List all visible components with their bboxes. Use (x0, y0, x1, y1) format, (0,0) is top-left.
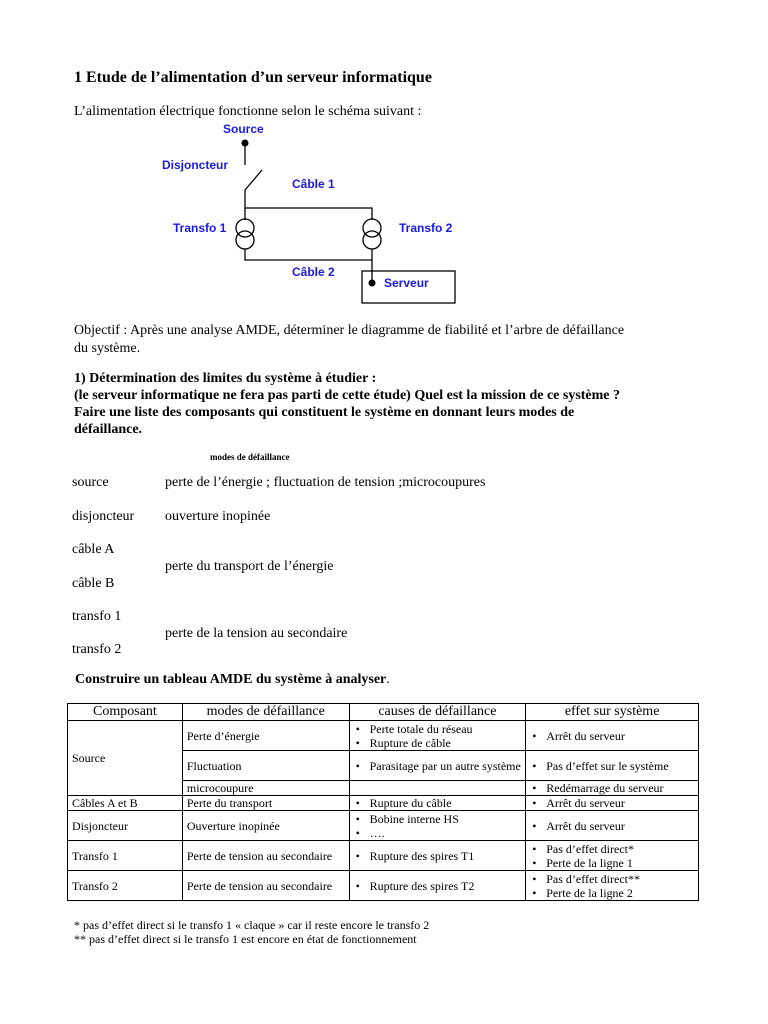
intro-text: L’alimentation électrique fonctionne selon le schéma suivant : (74, 104, 422, 119)
source-mode: perte de l’énergie ; fluctuation de tension ;microcoupures (165, 475, 486, 490)
cell-mode: Ouverture inopinée (182, 811, 349, 841)
cell-mode: microcoupure (182, 781, 349, 796)
cable-1-label: Câble 1 (292, 177, 335, 191)
component-transfo-2: transfo 2 (72, 642, 122, 657)
table-header-row (68, 704, 699, 721)
cell-cause: • Parasitage par un autre système (349, 751, 526, 781)
cell-mode: Perte de tension au secondaire (182, 841, 349, 871)
cell-cause: • Perte totale du réseau • Rupture de câble (349, 721, 526, 751)
cell-cause: • Rupture du câble (349, 796, 526, 811)
table-row (68, 871, 699, 901)
disjoncteur-mode: ouverture inopinée (165, 509, 271, 524)
transfo-1-coil-b (236, 231, 254, 249)
cable-1-wire (245, 190, 372, 220)
cell-effect: • Arrêt du serveur (526, 721, 699, 751)
source-label: Source (223, 122, 264, 136)
cell-component: Disjoncteur (68, 811, 183, 841)
question-line-3: Faire une liste des composants qui constituent le système en donnant leurs modes de (74, 405, 575, 420)
cell-mode: Perte de tension au secondaire (182, 871, 349, 901)
amde-table (67, 703, 699, 901)
header-causes: causes de défaillance (349, 704, 526, 721)
cell-effect: • Pas d’effet direct** • Perte de la ligne 2 (526, 871, 699, 901)
cell-component: Transfo 2 (68, 871, 183, 901)
cell-effect: • Pas d’effet sur le système (526, 751, 699, 781)
component-cable-b: câble B (72, 576, 115, 591)
table-row (68, 796, 699, 811)
component-source: source (72, 475, 109, 490)
cell-effect: • Pas d’effet direct* • Perte de la ligne 1 (526, 841, 699, 871)
cell-cause: • Rupture des spires T2 (349, 871, 526, 901)
cell-cause (349, 781, 526, 796)
cable-mode: perte du transport de l’énergie (165, 559, 334, 574)
question-line-1: 1) Détermination des limites du système à étudier : (74, 371, 377, 386)
header-composant: Composant (68, 704, 183, 721)
cell-component: Câbles A et B (68, 796, 183, 811)
objective-line-1: Objectif : Après une analyse AMDE, déterminer le diagramme de fiabilité et l’arbre de défaillance (74, 323, 625, 338)
component-disjoncteur: disjoncteur (72, 509, 135, 524)
cell-component: Transfo 1 (68, 841, 183, 871)
table-row (68, 811, 699, 841)
cell-cause: • Bobine interne HS • …. (349, 811, 526, 841)
question-line-2: (le serveur informatique ne fera pas parti de cette étude) Quel est la mission de ce système ? (74, 388, 621, 403)
transfo-mode: perte de la tension au secondaire (165, 626, 348, 641)
disjoncteur-label: Disjoncteur (162, 158, 229, 172)
footnote-1: * pas d’effet direct si le transfo 1 « claque » car il reste encore le transfo 2 (74, 918, 430, 932)
table-row (68, 721, 699, 751)
cell-mode: Fluctuation (182, 751, 349, 781)
construct-instruction: Construire un tableau AMDE du système à analyser. (75, 672, 390, 687)
modes-header: modes de défaillance (210, 452, 290, 462)
header-modes: modes de défaillance (182, 704, 349, 721)
transfo-2-label: Transfo 2 (399, 221, 453, 235)
cell-component: Source (68, 721, 183, 796)
cell-mode: Perte d’énergie (182, 721, 349, 751)
server-node (369, 280, 376, 287)
page-title: 1 Etude de l’alimentation d’un serveur informatique (74, 69, 432, 86)
circuit-diagram (0, 110, 768, 310)
cell-effect: • Redémarrage du serveur (526, 781, 699, 796)
server-label: Serveur (384, 276, 429, 290)
component-cable-a: câble A (72, 542, 115, 557)
header-effet: effet sur système (526, 704, 699, 721)
transfo-1-label: Transfo 1 (173, 221, 227, 235)
cell-effect: • Arrêt du serveur (526, 796, 699, 811)
cell-mode: Perte du transport (182, 796, 349, 811)
cell-cause: • Rupture des spires T1 (349, 841, 526, 871)
table-row (68, 841, 699, 871)
breaker-switch (245, 170, 262, 190)
component-transfo-1: transfo 1 (72, 609, 122, 624)
question-line-4: défaillance. (74, 422, 143, 437)
footnote-2: ** pas d’effet direct si le transfo 1 est encore en état de fonctionnement (74, 932, 417, 946)
cell-effect: • Arrêt du serveur (526, 811, 699, 841)
objective-line-2: du système. (74, 341, 141, 356)
cable-2-wire (245, 249, 372, 260)
transfo-2-coil-b (363, 231, 381, 249)
cable-2-label: Câble 2 (292, 265, 335, 279)
